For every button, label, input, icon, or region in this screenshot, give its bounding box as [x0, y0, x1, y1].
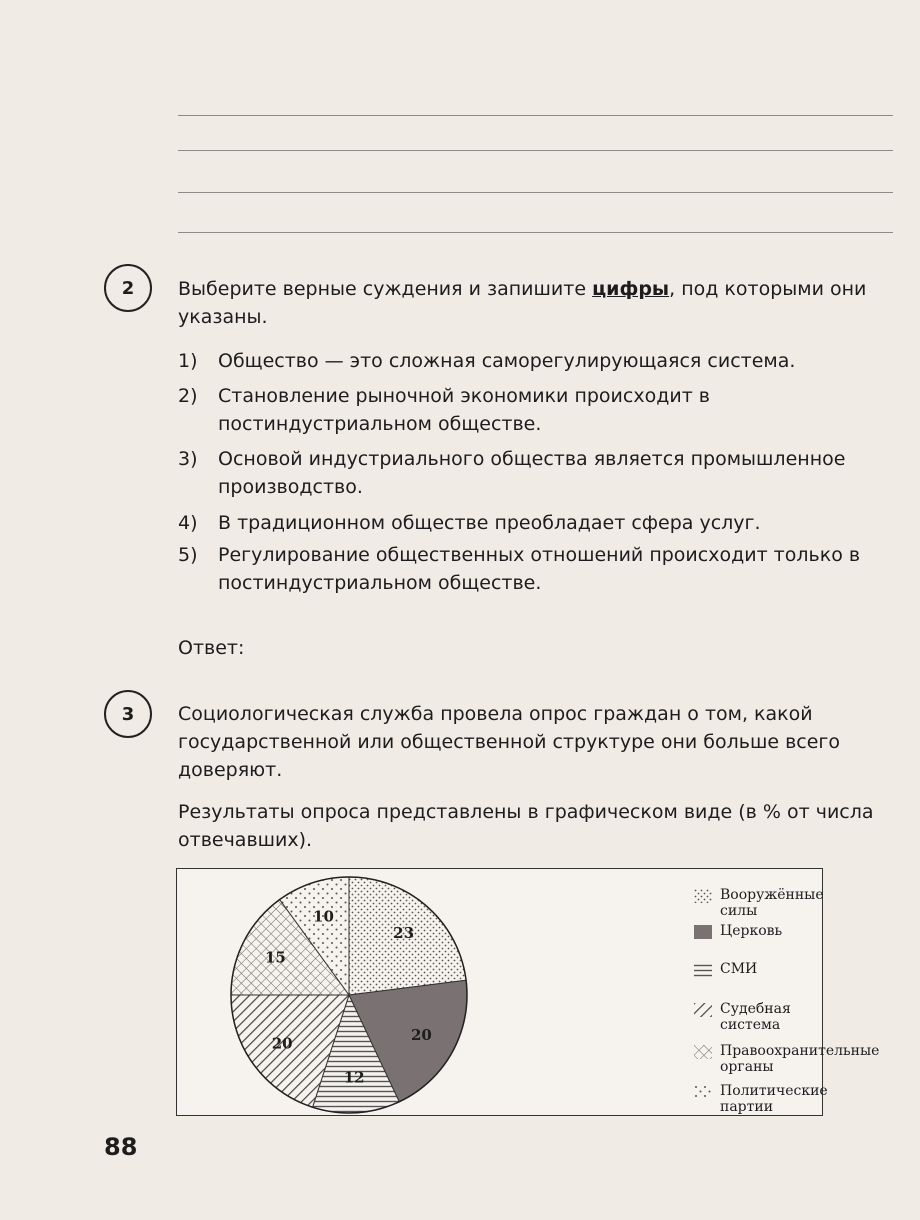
- pie-chart-box: [176, 868, 880, 1116]
- item-number: 3): [178, 448, 198, 470]
- ghost-line: [178, 115, 893, 116]
- legend-label: Судебная система: [720, 1001, 791, 1033]
- ghost-line: [178, 150, 893, 151]
- question-3-results-text: Результаты опроса представлены в графическом виде (в % от числа отвечавших).: [178, 801, 874, 851]
- question-2-prompt: [178, 275, 898, 331]
- question-3-prompt: Социологическая служба провела опрос граждан о том, какой государственной или общественной структуре они больше всего доверяют.: [178, 703, 841, 781]
- answer-label: Ответ:: [178, 637, 245, 659]
- pie-slice-label: 15: [264, 948, 286, 967]
- prompt-part-2: , под которыми они указаны.: [178, 278, 867, 328]
- ghost-line: [178, 192, 893, 193]
- question-2-number: 2: [104, 264, 152, 312]
- item-number: 1): [178, 350, 198, 372]
- legend-item: [720, 923, 782, 939]
- item-number: 2): [178, 385, 198, 407]
- item-number: 5): [178, 544, 198, 566]
- pie-slice-label: 20: [410, 1025, 432, 1044]
- item-text: Регулирование общественных отношений происходит только в постиндустриальном обществе.: [218, 544, 861, 594]
- item-text: Становление рыночной экономики происходит в постиндустриальном обществе.: [218, 385, 711, 435]
- legend-item: [720, 887, 824, 919]
- pie-slice-label: 12: [343, 1068, 365, 1087]
- legend-swatch-dots: [694, 889, 712, 903]
- legend-swatch-horizontal-lines: [694, 963, 712, 977]
- legend-item: [720, 1001, 822, 1033]
- prompt-part-1: Выберите верные суждения и запишите: [178, 278, 587, 300]
- legend-item: [720, 1083, 828, 1115]
- legend-item: [720, 961, 757, 977]
- legend-item: [720, 1043, 879, 1075]
- legend-label: Вооружённые силы: [720, 887, 824, 919]
- legend-swatch-crosshatch: [694, 1045, 712, 1059]
- legend-label: Правоохранительные органы: [720, 1043, 880, 1075]
- answer-field[interactable]: [250, 632, 890, 662]
- legend-label: Церковь: [720, 923, 783, 939]
- pie-slice-label: 10: [313, 907, 334, 926]
- prompt-emphasis: цифры: [592, 278, 670, 300]
- ghost-line: [178, 232, 893, 233]
- item-text: В традиционном обществе преобладает сфера услуг.: [218, 512, 761, 534]
- pie-slice-label: 23: [393, 924, 415, 943]
- legend-label: Политические партии: [720, 1083, 828, 1115]
- item-text: Общество — это сложная саморегулирующаяся система.: [218, 350, 796, 372]
- question-3-number: 3: [104, 690, 152, 738]
- legend-swatch-diagonal-lines: [694, 1003, 712, 1017]
- legend-swatch-sparse-dots: [694, 1085, 712, 1099]
- legend-swatch-solid: [694, 925, 712, 939]
- page-number: 88: [104, 1133, 138, 1161]
- item-text: Основой индустриального общества является промышленное производство.: [218, 448, 846, 498]
- item-number: 4): [178, 512, 198, 534]
- legend-label: СМИ: [720, 961, 758, 977]
- pie-slice-label: 20: [271, 1034, 293, 1053]
